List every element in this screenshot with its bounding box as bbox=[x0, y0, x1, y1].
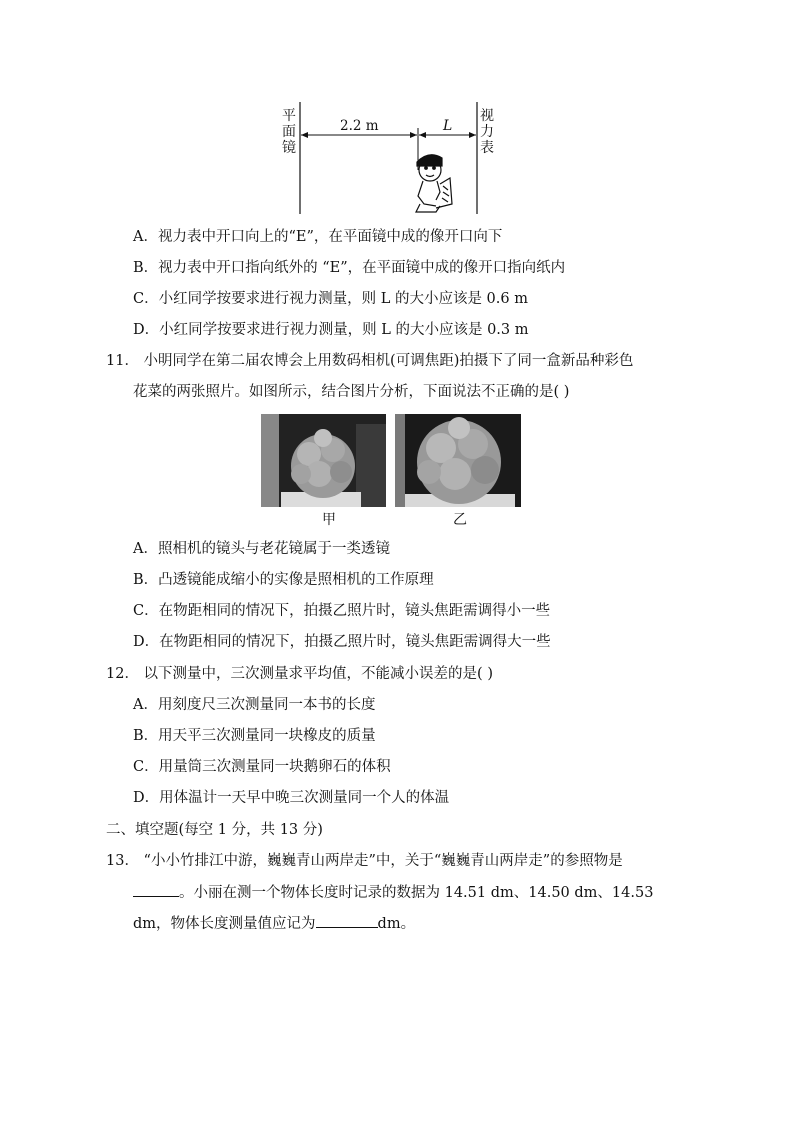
diagram-lines bbox=[290, 100, 490, 220]
q11-stem-line1: 11． 小明同学在第二届农博会上用数码相机(可调焦距)拍摄下了同一盒新品种彩色 bbox=[106, 353, 634, 369]
child-figure-icon bbox=[416, 155, 452, 212]
q11-option-a: A．照相机的镜头与老花镜属于一类透镜 bbox=[133, 541, 390, 557]
distance-label: 2.2 m bbox=[340, 118, 379, 134]
q13-line3: dm，物体长度测量值应记为 dm。 bbox=[133, 913, 415, 934]
q12-option-a: A．用刻度尺三次测量同一本书的长度 bbox=[133, 697, 376, 713]
q11-option-b: B．凸透镜能成缩小的实像是照相机的工作原理 bbox=[133, 572, 434, 588]
q13-line2: 。小丽在测一个物体长度时记录的数据为 14.51 dm、14.50 dm、14.53 bbox=[133, 882, 653, 903]
q11-option-d: D．在物距相同的情况下，拍摄乙照片时，镜头焦距需调得大一些 bbox=[133, 634, 551, 650]
q12-stem: 12． 以下测量中，三次测量求平均值，不能减小误差的是( ) bbox=[106, 666, 493, 682]
photo-label-jia: 甲 bbox=[322, 512, 336, 528]
photo-jia bbox=[261, 414, 386, 507]
q10-option-d: D．小红同学按要求进行视力测量，则 L 的大小应该是 0.3 m bbox=[133, 322, 529, 338]
q12-option-c: C．用量筒三次测量同一块鹅卵石的体积 bbox=[133, 759, 391, 775]
q10-option-b: B．视力表中开口指向纸外的 “E”，在平面镜中成的像开口指向纸内 bbox=[133, 260, 566, 276]
answer-blank-2[interactable] bbox=[316, 913, 378, 928]
q11-stem-line2: 花菜的两张照片。如图所示，结合图片分析，下面说法不正确的是( ) bbox=[133, 384, 570, 400]
eye-chart-label: 视 力 表 bbox=[480, 108, 494, 156]
cauliflower-icon bbox=[261, 414, 386, 507]
q10-option-c: C．小红同学按要求进行视力测量，则 L 的大小应该是 0.6 m bbox=[133, 291, 528, 307]
q10-option-a: A．视力表中开口向上的“E”，在平面镜中成的像开口向下 bbox=[133, 229, 503, 245]
answer-blank-1[interactable] bbox=[133, 882, 179, 897]
q13-line1: 13． “小小竹排江中游，巍巍青山两岸走”中，关于“巍巍青山两岸走”的参照物是 bbox=[106, 853, 623, 869]
photo-label-yi: 乙 bbox=[453, 512, 467, 528]
cauliflower-icon bbox=[395, 414, 521, 507]
q12-option-b: B．用天平三次测量同一块橡皮的质量 bbox=[133, 728, 376, 744]
q12-option-d: D．用体温计一天早中晚三次测量同一个人的体温 bbox=[133, 790, 450, 806]
l-label: L bbox=[443, 118, 453, 134]
photo-yi bbox=[395, 414, 521, 507]
mirror-label: 平 面 镜 bbox=[282, 108, 296, 156]
q11-option-c: C．在物距相同的情况下，拍摄乙照片时，镜头焦距需调得小一些 bbox=[133, 603, 551, 619]
section-heading: 二、填空题(每空 1 分，共 13 分) bbox=[106, 822, 323, 838]
